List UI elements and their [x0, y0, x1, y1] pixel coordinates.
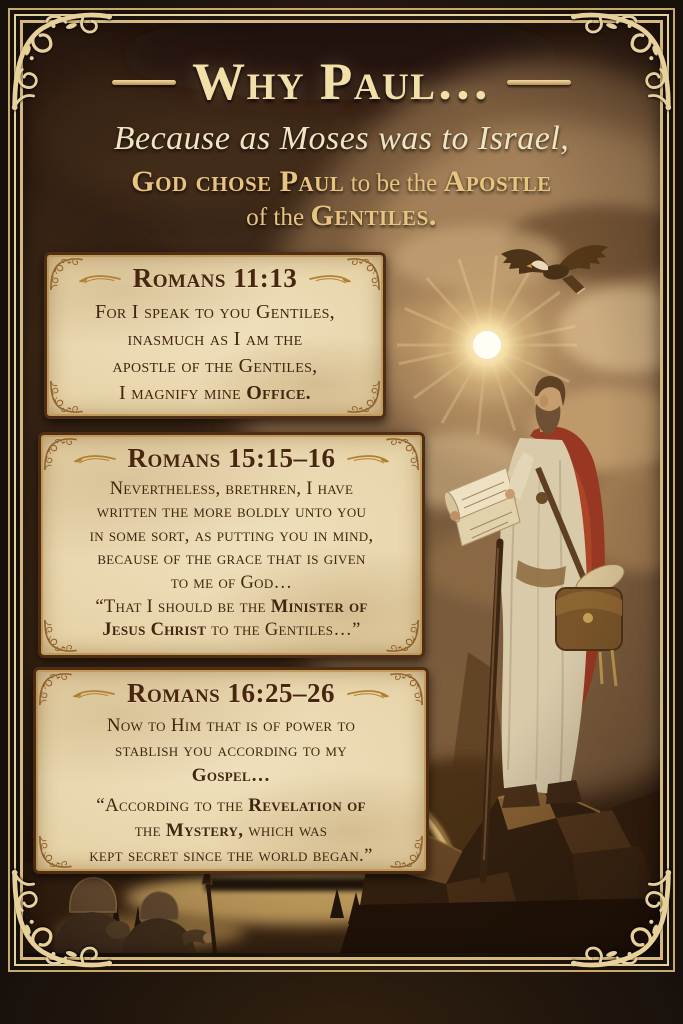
- text-segment: Jesus Christ: [102, 620, 207, 641]
- filigree-corner-icon: [9, 9, 113, 113]
- text-segment: Minister of: [270, 596, 368, 617]
- title-swash-icon: [77, 271, 123, 287]
- box-corner-flourish-icon: [390, 672, 424, 706]
- text-segment: God chose Paul: [131, 165, 345, 198]
- text-segment: to me of God…: [170, 573, 293, 594]
- text-segment: of the: [246, 204, 311, 231]
- text-segment: Now to Him that is of power to: [106, 714, 356, 736]
- box-corner-flourish-icon: [43, 437, 77, 471]
- text-segment: Nevertheless, brethren, I have: [109, 478, 354, 499]
- text-segment: “According to the: [96, 794, 249, 816]
- decorative-dash-right: [507, 80, 571, 85]
- text-segment: Office.: [246, 381, 311, 404]
- scripture-line: [36, 843, 426, 868]
- scripture-line: [41, 596, 422, 620]
- filigree-corner-icon: [9, 867, 113, 971]
- scripture-line: [47, 299, 383, 326]
- scripture-line: [47, 353, 383, 380]
- box-corner-flourish-icon: [38, 672, 72, 706]
- scripture-box-romans-15-15-16: [38, 432, 425, 658]
- text-segment: inasmuch as I am the: [127, 327, 303, 350]
- scripture-line: [41, 619, 422, 643]
- scripture-line: [36, 738, 426, 763]
- scripture-line: [41, 548, 422, 572]
- text-segment: For I speak to you Gentiles,: [95, 300, 335, 323]
- scripture-box-romans-16-25-26: [33, 667, 429, 874]
- text-segment: to the Gentiles…”: [206, 620, 361, 641]
- text-segment: apostle of the Gentiles,: [112, 354, 318, 377]
- title-swash-icon: [72, 451, 118, 467]
- text-segment: “That I should be the: [95, 596, 271, 617]
- scripture-box-romans-11-13: [44, 252, 386, 419]
- text-segment: to be the: [344, 170, 444, 197]
- filigree-corner-icon: [570, 867, 674, 971]
- box-corner-flourish-icon: [386, 437, 420, 471]
- scripture-line: [47, 380, 383, 407]
- scripture-reference: Romans 15:15–16: [127, 443, 336, 473]
- box-corner-flourish-icon: [390, 835, 424, 869]
- title-swash-icon: [71, 686, 117, 702]
- text-segment: Gospel…: [191, 764, 271, 786]
- text-segment: which was: [243, 819, 328, 841]
- box-corner-flourish-icon: [49, 257, 83, 291]
- text-segment: Mystery,: [165, 819, 244, 841]
- scripture-line: [41, 525, 422, 549]
- box-corner-flourish-icon: [386, 619, 420, 653]
- box-corner-flourish-icon: [49, 380, 83, 414]
- scripture-reference: Romans 16:25–26: [127, 678, 335, 708]
- text-segment: I magnify mine: [119, 381, 247, 404]
- box-corner-flourish-icon: [347, 380, 381, 414]
- text-segment: Gentiles.: [310, 199, 437, 232]
- subtitle-line-2: [0, 167, 683, 197]
- scripture-line: [36, 818, 426, 843]
- title-swash-icon: [345, 451, 391, 467]
- box-title-row: [36, 679, 426, 709]
- title-swash-icon: [345, 686, 391, 702]
- scripture-line: [36, 793, 426, 818]
- text-segment: because of the grace that is given: [97, 549, 366, 570]
- scripture-line: [36, 713, 426, 738]
- box-title-row: [47, 264, 383, 294]
- text-segment: Apostle: [443, 165, 552, 198]
- text-segment: kept secret since the world began.”: [89, 844, 373, 866]
- scripture-line: [41, 501, 422, 525]
- text-segment: stablish you according to my: [115, 739, 347, 761]
- decorative-dash-left: [112, 80, 176, 85]
- poster-title: Why Paul…: [192, 53, 491, 111]
- scripture-line: [47, 326, 383, 353]
- scripture-line: [41, 478, 422, 502]
- text-segment: Revelation of: [248, 794, 366, 816]
- scripture-line: [41, 572, 422, 596]
- text-segment: written the more boldly unto you: [96, 502, 367, 523]
- subtitle-script: Because as Moses was to Israel,: [113, 120, 570, 157]
- scripture-reference: Romans 11:13: [132, 263, 298, 293]
- box-title-row: [41, 444, 422, 474]
- title-swash-icon: [307, 271, 353, 287]
- scripture-line: [36, 763, 426, 788]
- box-corner-flourish-icon: [43, 619, 77, 653]
- subtitle-line-3: [0, 201, 683, 231]
- text-segment: in some sort, as putting you in mind,: [89, 525, 374, 546]
- text-segment: the: [134, 819, 166, 841]
- box-corner-flourish-icon: [38, 835, 72, 869]
- filigree-corner-icon: [570, 9, 674, 113]
